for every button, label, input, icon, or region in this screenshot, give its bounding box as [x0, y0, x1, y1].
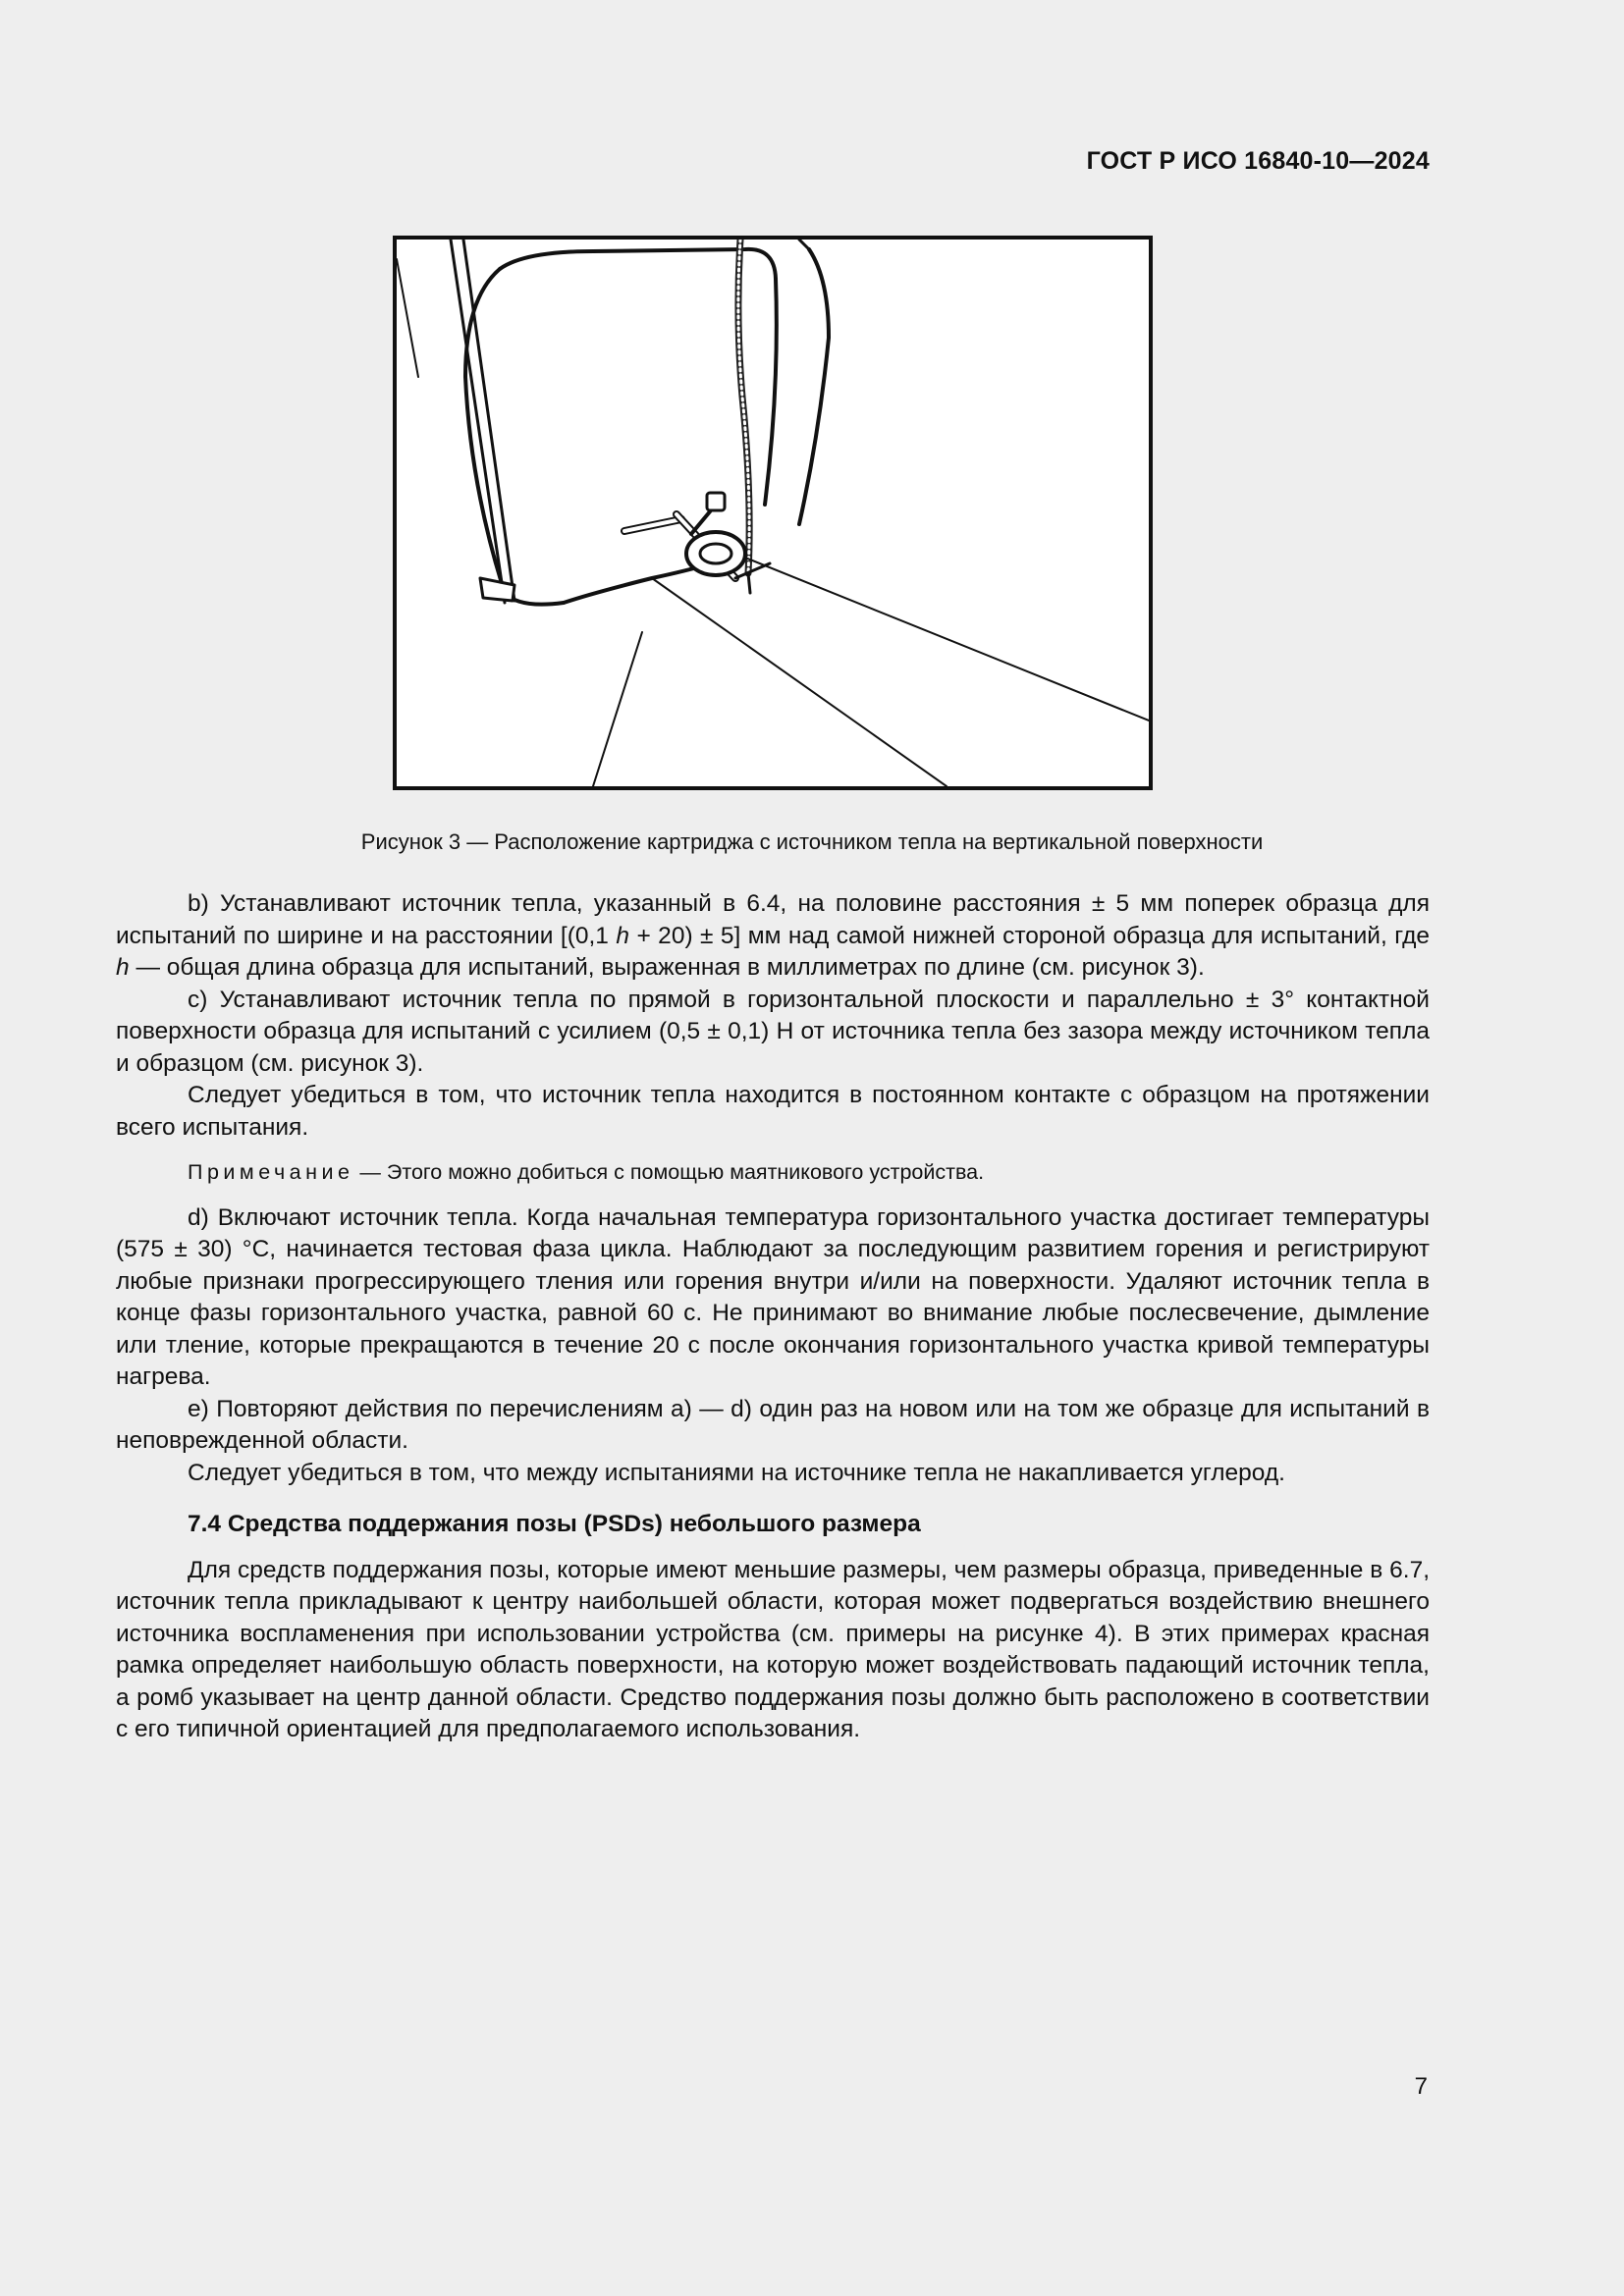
note-label: Примечание	[188, 1160, 354, 1184]
document-body	[116, 888, 1430, 1746]
note	[116, 1156, 1430, 1189]
stand-bar-left-outer	[451, 240, 505, 603]
specimen-right-back	[799, 249, 829, 524]
figure-3-drawing	[393, 236, 1153, 790]
note-text: — Этого можно добиться с помощью маятникового устройства.	[353, 1160, 985, 1184]
paragraph-e: e) Повторяют действия по перечислениям a) — d) один раз на новом или на том же образце для испытаний в неповрежденной области.	[116, 1395, 1430, 1454]
paragraph-c: c) Устанавливают источник тепла по прямой в горизонтальной плоскости и параллельно ± 3° контактной поверхности образца для испытаний с усилием (0,5 ± 0,1) Н от источника тепла без зазора между источником тепла и образцом (см. рисунок 3).	[116, 986, 1430, 1077]
document-header-standard-id: ГОСТ Р ИСО 16840-10—2024	[1086, 147, 1430, 175]
specimen-top	[500, 249, 776, 279]
page-number: 7	[1414, 2073, 1428, 2100]
section-7-4-text: Для средств поддержания позы, которые имеют меньшие размеры, чем размеры образца, приведенные в 6.7, источник тепла прикладывают к центру наибольшей области, которая может подвергаться воздействию внешнего источника воспламенения при использовании устройства (см. примеры на рисунке 4). В этих примерах красная рамка определяет наибольшую область поверхности, на которую может воздействовать падающий источник тепла, а ромб указывает на центр данной области. Средство поддержания позы должно быть расположено в соответствии с его типичной ориентацией для предполагаемого использования.	[116, 1556, 1430, 1742]
section-heading-7-4: 7.4 Средства поддержания позы (PSDs) небольшого размера	[188, 1511, 921, 1537]
specimen-right-edge	[765, 279, 777, 505]
figure-caption: Рисунок 3 — Расположение картриджа с источником тепла на вертикальной поверхности	[360, 829, 1264, 854]
paragraph-d: d) Включают источник тепла. Когда начальная температура горизонтального участка достигает температуры (575 ± 30) °С, начинается тестовая фаза цикла. Наблюдают за последующим развитием горения и регистрируют любые признаки прогрессирующего тления или горения внутри и/или на поверхности. Удаляют источник тепла в конце фазы горизонтального участка, равной 60 с. Не принимают во внимание любые послесвечение, дымление или тление, которые прекращаются в течение 20 с после окончания горизонтального участка кривой температуры нагрева.	[116, 1203, 1430, 1390]
heat-source-cable	[738, 240, 749, 573]
paragraph-ensure-contact: Следует убедиться в том, что источник тепла находится в постоянном контакте с образцом на протяжении всего испытания.	[116, 1082, 1430, 1141]
stand-bar-left-inner	[463, 240, 514, 601]
paragraph-b: b) Устанавливают источник тепла, указанный в 6.4, на половине расстояния ± 5 мм поперек образца для испытаний по ширине и на расстоянии [(0,1 h + 20) ± 5] мм над самой нижней стороной образца для испытаний, где h — общая длина образца для испытаний, выраженная в миллиметрах по длине (см. рисунок 3).	[116, 890, 1430, 981]
paragraph-ensure-carbon: Следует убедиться в том, что между испытаниями на источнике тепла не накапливается углерод.	[188, 1459, 1285, 1486]
